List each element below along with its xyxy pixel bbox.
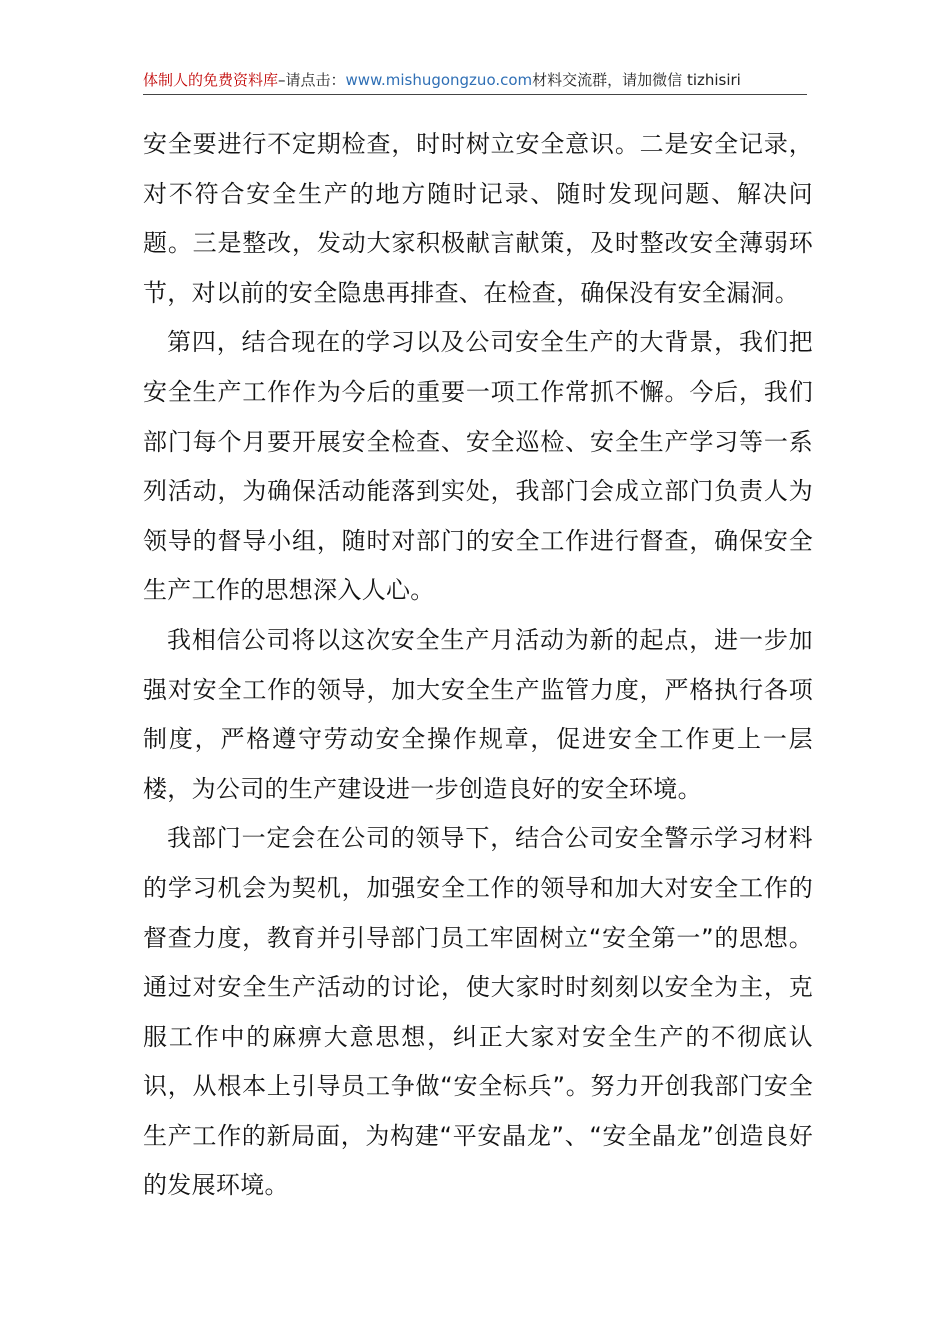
paragraph-continued: 安全要进行不定期检查，时时树立安全意识。二是安全记录，对不符合安全生产的地方随时记录、随时发现问题、解决问题。三是整改，发动大家积极献言献策，及时整改安全薄弱环节，对以前的安全隐患再排查、在检查，确保没有安全漏洞。 [143, 130, 813, 307]
page-header [143, 68, 807, 95]
header-link[interactable]: www.mishugongzuo.com [345, 71, 533, 89]
document-body [143, 120, 813, 1211]
header-prompt: –请点击： [278, 71, 346, 89]
header-brand: 体制人的免费资料库 [143, 71, 279, 89]
header-contact: 材料交流群，请加微信 tizhisiri [532, 71, 741, 89]
paragraph-fourth: 第四，结合现在的学习以及公司安全生产的大背景，我们把安全生产工作作为今后的重要一项工作常抓不懈。今后，我们部门每个月要开展安全检查、安全巡检、安全生产学习等一系列活动，为确保活动能落到实处，我部门会成立部门负责人为领导的督导小组，随时对部门的安全工作进行督查，确保安全生产工作的思想深入人心。 [143, 328, 813, 605]
paragraph-confidence: 我相信公司将以这次安全生产月活动为新的起点，进一步加强对安全工作的领导，加大安全生产监管力度，严格执行各项制度，严格遵守劳动安全操作规章，促进安全工作更上一层楼，为公司的生产建设进一步创造良好的安全环境。 [143, 625, 813, 803]
paragraph-commitment: 我部门一定会在公司的领导下，结合公司安全警示学习材料的学习机会为契机，加强安全工作的领导和加大对安全工作的督查力度，教育并引导部门员工牢固树立“安全第一”的思想。通过对安全生产活动的讨论，使大家时时刻刻以安全为主，克服工作中的麻痹大意思想，纠正大家对安全生产的不彻底认识，从根本上引导员工争做“安全标兵”。努力开创我部门安全生产工作的新局面，为构建“平安晶龙”、“安全晶龙”创造良好的发展环境。 [143, 824, 813, 1200]
